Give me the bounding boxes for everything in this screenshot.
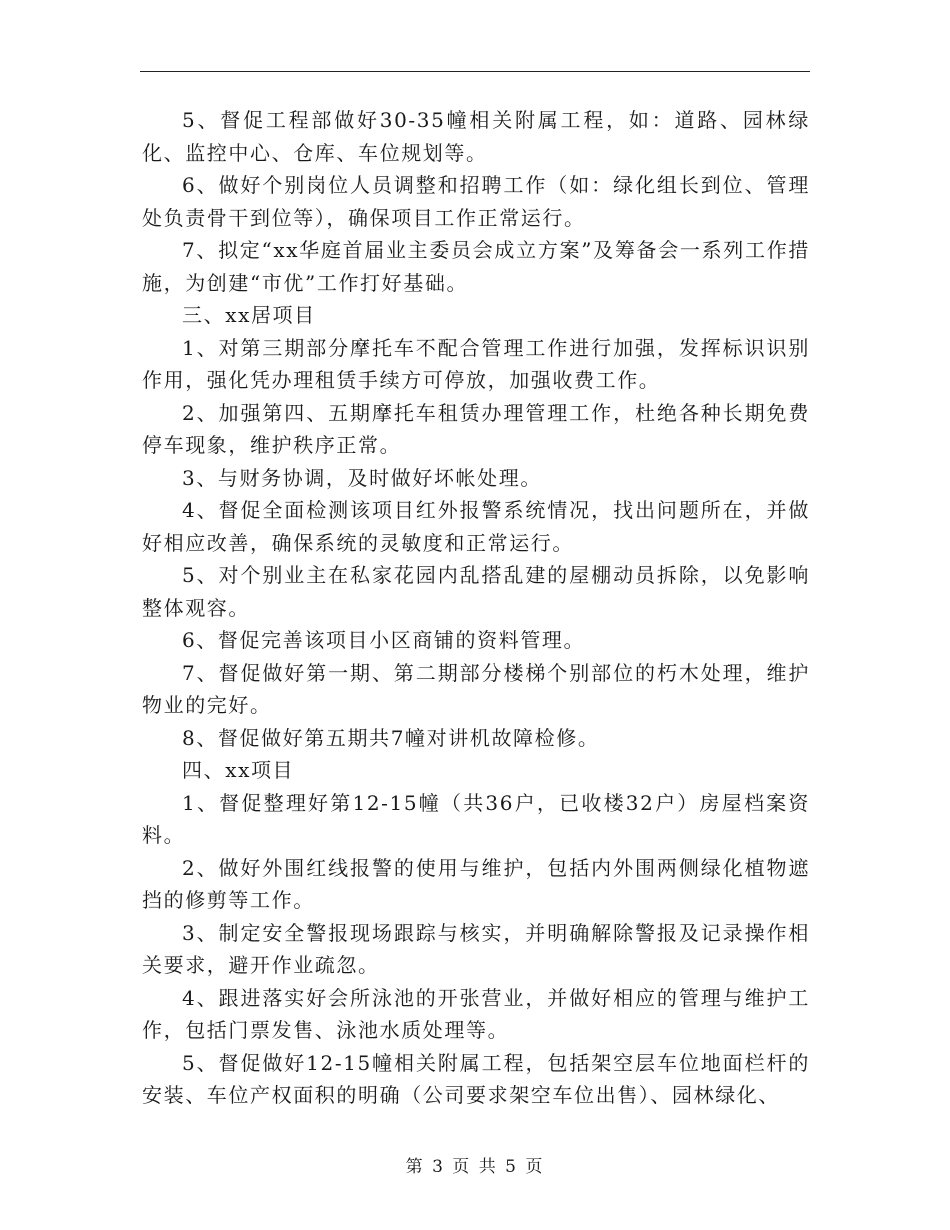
- list-item: 4、督促全面检测该项目红外报警系统情况，找出问题所在，并做好相应改善，确保系统的灵敏度和正常运行。: [142, 498, 810, 555]
- document-body: [142, 104, 810, 1112]
- page-number: 第 3 页 共 5 页: [405, 1157, 545, 1177]
- list-item: 1、对第三期部分摩托车不配合管理工作进行加强，发挥标识识别作用，强化凭办理租赁手续方可停放，加强收费工作。: [142, 335, 810, 392]
- list-item: 3、制定安全警报现场跟踪与核实，并明确解除警报及记录操作相关要求，避开作业疏忽。: [142, 920, 810, 977]
- list-item: 5、对个别业主在私家花园内乱搭乱建的屋棚动员拆除，以免影响整体观容。: [142, 563, 810, 620]
- list-item: 5、督促工程部做好30-35幢相关附属工程，如：道路、园林绿化、监控中心、仓库、车位规划等。: [142, 108, 810, 165]
- list-item: 5、督促做好12-15幢相关附属工程，包括架空层车位地面栏杆的安装、车位产权面积的明确（公司要求架空车位出售）、园林绿化、: [142, 1050, 810, 1107]
- list-item: 4、跟进落实好会所泳池的开张营业，并做好相应的管理与维护工作，包括门票发售、泳池水质处理等。: [142, 985, 810, 1042]
- header-rule: [140, 71, 810, 72]
- list-item: 2、做好外围红线报警的使用与维护，包括内外围两侧绿化植物遮挡的修剪等工作。: [142, 855, 810, 912]
- list-item: 3、与财务协调，及时做好坏帐处理。: [182, 465, 542, 490]
- list-item: 2、加强第四、五期摩托车租赁办理管理工作，杜绝各种长期免费停车现象，维护秩序正常。: [142, 400, 810, 457]
- section-heading: 四、xx项目: [182, 758, 295, 782]
- list-item: 7、拟定“xx华庭首届业主委员会成立方案”及筹备会一系列工作措施，为创建“市优”工作打好基础。: [142, 238, 810, 295]
- list-item: 1、督促整理好第12-15幢（共36户，已收楼32户）房屋档案资料。: [142, 790, 810, 847]
- section-heading: 三、xx居项目: [182, 303, 316, 327]
- list-item: 6、做好个别岗位人员调整和招聘工作（如：绿化组长到位、管理处负责骨干到位等），确保项目工作正常运行。: [142, 173, 810, 230]
- list-item: 7、督促做好第一期、第二期部分楼梯个别部位的朽木处理，维护物业的完好。: [142, 660, 810, 717]
- list-item: 6、督促完善该项目小区商铺的资料管理。: [182, 628, 586, 652]
- list-item: 8、督促做好第五期共7幢对讲机故障检修。: [182, 725, 600, 750]
